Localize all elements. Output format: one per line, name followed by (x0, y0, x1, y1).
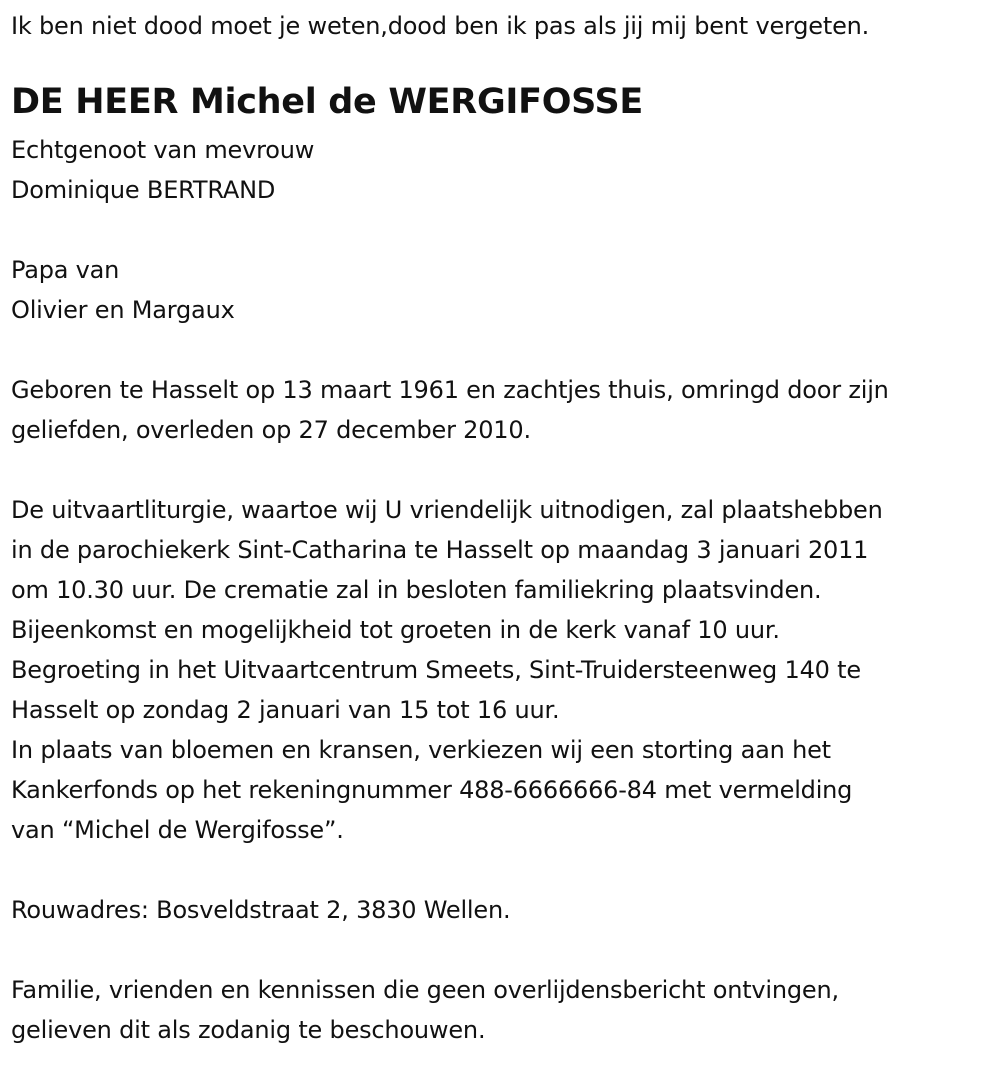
ceremony-line: Bijeenkomst en mogelijkheid tot groeten in de kerk vanaf 10 uur. (11, 616, 780, 644)
spacer (11, 450, 996, 490)
motto: Ik ben niet dood moet je weten,dood ben ik pas als jij mij bent vergeten. (11, 12, 870, 40)
children-line-1: Papa van (11, 256, 120, 284)
ceremony-line: Begroeting in het Uitvaartcentrum Smeets, Sint-Truidersteenweg 140 te (11, 656, 861, 684)
ceremony-line: van “Michel de Wergifosse”. (11, 816, 344, 844)
children-line-2: Olivier en Margaux (11, 296, 235, 324)
ceremony-line: In plaats van bloemen en kransen, verkiezen wij een storting aan het (11, 736, 831, 764)
deceased-name: DE HEER Michel de WERGIFOSSE (11, 82, 644, 122)
closing-line-1: Familie, vrienden en kennissen die geen overlijdensbericht ontvingen, (11, 976, 839, 1004)
spacer (11, 330, 996, 370)
closing-line-2: gelieven dit als zodanig te beschouwen. (11, 1016, 486, 1044)
birth-line-2: geliefden, overleden op 27 december 2010. (11, 416, 531, 444)
spacer (11, 930, 996, 970)
spouse-line-2: Dominique BERTRAND (11, 176, 276, 204)
spouse-line-1: Echtgenoot van mevrouw (11, 136, 315, 164)
ceremony-line: om 10.30 uur. De crematie zal in besloten familiekring plaatsvinden. (11, 576, 822, 604)
mourning-address: Rouwadres: Bosveldstraat 2, 3830 Wellen. (11, 896, 511, 924)
birth-line-1: Geboren te Hasselt op 13 maart 1961 en zachtjes thuis, omringd door zijn (11, 376, 889, 404)
ceremony-line: Kankerfonds op het rekeningnummer 488-6666666-84 met vermelding (11, 776, 853, 804)
ceremony-line: in de parochiekerk Sint-Catharina te Hasselt op maandag 3 januari 2011 (11, 536, 869, 564)
obituary-notice (11, 0, 996, 1050)
ceremony-line: Hasselt op zondag 2 januari van 15 tot 16 uur. (11, 696, 560, 724)
spacer (11, 210, 996, 250)
spacer (11, 850, 996, 890)
ceremony-line: De uitvaartliturgie, waartoe wij U vriendelijk uitnodigen, zal plaatshebben (11, 496, 883, 524)
